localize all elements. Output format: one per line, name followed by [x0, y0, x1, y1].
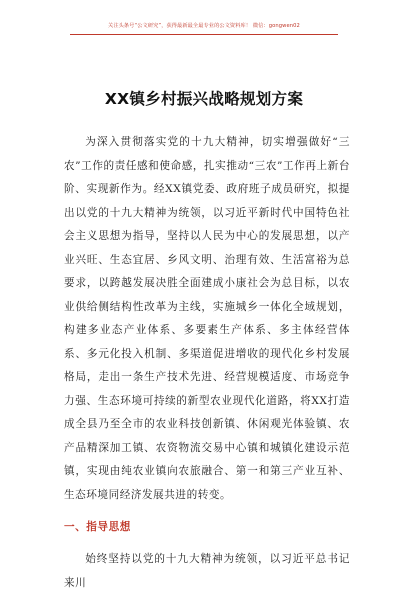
header-notice: 关注头条号“公文研究”，获得最新最全最专业的公文资料库！ 微信：gongwen02: [108, 23, 300, 29]
document-title: XX镇乡村振兴战略规划方案: [104, 90, 304, 108]
intro-paragraph: 为深入贯彻落实党的十九大精神，切实增强做好“三农”工作的责任感和使命感，扎实推动“三农”工作再上新台阶、实现新作为。经XX镇党委、政府班子成员研究，拟提出以党的十九大精神为统领，以习近平新时代中国特色社会主义思想为指导，坚持以人民为中心的发展思想，以产业兴旺、生态宜居、乡风文明、治理有效、生活富裕为总要求，以跨越发展决胜全面建成小康社会为总目标，以农业供给侧结构性改革为主线，实施城乡一体化全域规划，构建多业态产业体系、多要素生产体系、多主体经营体系、多元化投入机制、多渠道促进增收的现代化乡村发展格局，走出一条生产技术先进、经营规模适度、市场竞争力强、生态环境可持续的新型农业现代化道路，将XX打造成全县乃至全市的农业科技创新镇、休闲观光体验镇、农产品精深加工镇、农资物流交易中心镇和城镇化建设示范镇，实现由纯农业镇向农旅融合、第一和第三产业互补、生态环境同经济发展共进的转变。: [64, 136, 350, 501]
document-body: [64, 131, 350, 595]
header-divider: [70, 34, 338, 35]
section-paragraph: 始终坚持以党的十九大精神为统领，以习近平总书记来川: [64, 553, 350, 589]
section-heading: 一、指导思想: [64, 521, 131, 533]
